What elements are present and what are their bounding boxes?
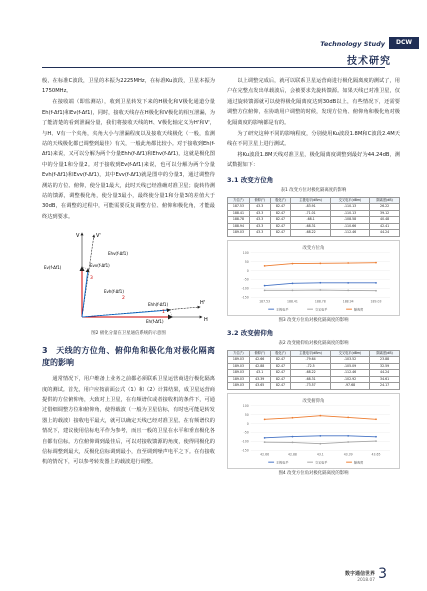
- y-tick-label: -150: [241, 295, 249, 300]
- y-tick-label: -50: [243, 277, 249, 282]
- ehh-vector: [82, 310, 170, 317]
- table-cell: 188.41: [228, 210, 250, 217]
- chart-title: 改变方位角: [302, 245, 325, 251]
- data-point: [264, 418, 266, 420]
- data-point: [375, 282, 377, 284]
- table-header-cell: 俯仰(°): [249, 197, 270, 204]
- table-cell: 42.88: [249, 363, 270, 370]
- table-cell: 32.59: [370, 363, 400, 370]
- paragraph: 在接收端（即监测站），收到卫星转发下来的H极化和V极化通道分量Eh(f-Δf1)和Ev(f-Δf1)，同时，接收天线存在H极化和V极化的相互泄漏，为了能清楚的看到泄漏分量，我们将接收天线的H、V极化轴定义为H'和V'，与H、V有一个夹角，夹角大小与泄漏程度以及接收天线极化（一般，监测站的天线极化都已调整到最佳）有关，一般此角都比较小。对于接收到Eh(f-Δf1)来说，又可以分解为两个分量Ehh(f-Δf1)和Ehv(f-Δf1)，这就是极化图中的分量1和分量2。对于接收到Ev(f-Δf1)来说，也可以分解为两个分量Evh(f-Δf1)和Evv(f-Δf1)，其中Evv(f-Δf1)就是图中的分量3，通过调整待测站的方位、俯仰，使分量1最大，此时天线已经准确对准卫星；旋转待测站的馈源，调整极化角，使分量3最小，最终使分量1和分量3的差值大于30dB，在调整的过程中，可能需要反复调整方位、俯仰和极化角，才能最终达到要求。: [42, 99, 215, 220]
- x-tick-label: 187.53: [259, 298, 271, 303]
- label-ehv: Ehv(f-Δf1): [108, 250, 128, 256]
- table-cell: 82.47: [270, 217, 291, 224]
- x-tick-label: 43.65: [371, 451, 381, 456]
- page-number: 3: [378, 566, 387, 582]
- data-point: [347, 289, 349, 291]
- figure-caption: 图2 极化分量在卫星通信系统的示意图: [91, 331, 166, 337]
- data-point: [264, 441, 266, 443]
- label-component-1: 1: [162, 309, 165, 315]
- table-cell: 189.03: [228, 376, 250, 383]
- x-tick-label: 42.66: [260, 451, 270, 456]
- data-point: [319, 443, 321, 445]
- subsection-heading: 3.2 改变俯仰角: [227, 328, 274, 337]
- table-cell: -79.64: [291, 357, 330, 364]
- table-header-cell: 俯仰(°): [249, 350, 270, 357]
- table-cell: 82.47: [270, 210, 291, 217]
- table-cell: -68.31: [291, 376, 330, 383]
- x-tick-label: 188.78: [314, 298, 326, 303]
- paragraph: 为了研究这种不同的影响程度，分别使用Ku波段1.8M和C波段2.4M天线在不同卫星上进行测试。: [227, 130, 400, 147]
- table-cell: 82.47: [270, 376, 291, 383]
- data-point: [292, 417, 294, 419]
- table-cell: 189.03: [228, 357, 250, 364]
- table-cell: 43.3: [249, 230, 270, 237]
- table-cell: 43.3: [249, 204, 270, 211]
- data-point: [292, 289, 294, 291]
- legend-label: 交叉电平: [314, 306, 328, 311]
- table-cell: -68.22: [291, 230, 330, 237]
- table-caption: 表2 改变俯仰角对极化隔离度的影响: [278, 340, 349, 346]
- figure-caption: 图4 改变方位角对极化隔离度的影响: [278, 470, 349, 476]
- x-tick-label: 42.88: [288, 451, 297, 456]
- label-ev: Ev(f-Δf1): [44, 264, 62, 270]
- data-point: [292, 282, 294, 284]
- data-point: [347, 262, 349, 264]
- y-tick-label: 50: [244, 412, 249, 417]
- paragraph: 以上调整完成后，就可以联系卫星运营商进行极化隔离度的测试了，用户在完整点发出单载波后，会被要求先旋转馈源。如果天线已对准卫星，仅通过旋转馈源就可以使得极化隔离度达到30dB以上，有些情况下，还需要调整方位俯仰，在协助用户调整的时候，发现方位角、俯仰角和极化角对极化隔离度的影响都是有的。: [227, 78, 400, 126]
- left-column: [42, 76, 215, 468]
- polarization-diagram: [42, 227, 215, 325]
- data-point: [319, 435, 321, 437]
- table-cell: -110.13: [330, 210, 369, 217]
- table-cell: 82.47: [270, 223, 291, 230]
- table-header-cell: 极化(°): [270, 350, 291, 357]
- data-point: [347, 282, 349, 284]
- table-cell: -97.68: [330, 383, 369, 390]
- data-point: [319, 289, 321, 291]
- table-header-cell: 方位(°): [228, 350, 250, 357]
- table-cell: 82.47: [270, 204, 291, 211]
- data-point: [264, 289, 266, 291]
- footer-date: 2018.07: [357, 578, 375, 583]
- legend-label: 主极电平: [276, 459, 289, 464]
- table-cell: 82.47: [270, 230, 291, 237]
- legend-label: 主极电平: [276, 306, 289, 311]
- y-tick-label: 100: [242, 403, 249, 408]
- table-cell: -72.5: [291, 363, 330, 370]
- legend-label: 隔离度: [353, 306, 364, 311]
- data-point: [319, 282, 321, 284]
- header-rule: [42, 67, 385, 68]
- x-tick-label: 189.03: [370, 298, 382, 303]
- table-cell: 82.47: [270, 383, 291, 390]
- data-point: [375, 436, 377, 438]
- header-section-en: Technology Study: [320, 40, 385, 48]
- table-cell: -112.46: [330, 370, 369, 377]
- paragraph: 将Ku波段1.8M天线对准卫星，极化隔离度调整到最好为44.24dB，测试数据如下：: [227, 151, 400, 169]
- table-header-cell: 主极电平(dBm): [291, 197, 330, 204]
- table-cell: -108.58: [330, 217, 369, 224]
- section-heading: 3 天线的方位角、俯仰角和极化角对极化隔离度的影响: [42, 346, 215, 368]
- y-tick-label: -100: [241, 439, 249, 444]
- table-cell: -102.92: [330, 376, 369, 383]
- data-point: [319, 262, 321, 264]
- paragraph: 通常情况下，用户维备上业务之前都必须联系卫星运营商进行极化隔离度的测试。首先，用户应按前面公式（1）和（2）计算结果，成卫星运营商提供的方位俯仰角，大致对上卫星，在有频谱仪或者接收机的条件下，可通过借细调整方位和俯仰角，使得载波（一般为卫星信标，有时也可能是转发器上的载波）接收电平最大，就可以确定天线已经对准卫星。在有频谱仪的情况下，建议使用信标电平作为参考，而且一般的卫星在水平和垂直极化各自都有信标。方位俯仰调到最佳后，可以对接收馈源的角度，使得同极化的信标调整到最大，反极化信标调到最小，直至调到噪声电平之下。在有接收机的情况下，可以参考转发器上的载波进行调整。: [42, 376, 215, 466]
- table-cell: 82.47: [270, 357, 291, 364]
- table-cell: 43.3: [249, 217, 270, 224]
- table-row: [228, 383, 400, 390]
- data-point: [347, 416, 349, 418]
- table-cell: 43.3: [249, 223, 270, 230]
- label-v-prime: V': [96, 232, 101, 239]
- label-v: V: [76, 232, 80, 239]
- table-cell: -71.01: [291, 210, 330, 217]
- table-cell: 43.1: [249, 370, 270, 377]
- label-evv: Evv(f-Δf1): [90, 262, 110, 268]
- figure-caption: 图3 改变方位角对极化隔离度的影响: [278, 317, 349, 323]
- table-cell: -73.57: [291, 383, 330, 390]
- label-h-prime: H': [200, 299, 206, 306]
- table-row: [228, 230, 400, 237]
- legend-label: 隔离度: [353, 459, 364, 464]
- table-cell: -83.91: [291, 204, 330, 211]
- table-cell: 189.03: [228, 370, 250, 377]
- x-tick-label: 188.94: [342, 298, 354, 303]
- y-tick-label: -150: [241, 448, 249, 453]
- table-cell: 82.47: [270, 363, 291, 370]
- table-cell: 26.22: [370, 204, 400, 211]
- page-header: [0, 0, 427, 72]
- data-point: [264, 265, 266, 267]
- table-header-cell: 交叉电平(dBm): [330, 197, 369, 204]
- legend-label: 交叉电平: [314, 459, 328, 464]
- table-cell: 189.03: [228, 383, 250, 390]
- table-caption: 表1 改变方位对极化隔离度的影响: [280, 187, 347, 193]
- table-cell: 43.3: [249, 210, 270, 217]
- table-cell: -110.66: [330, 223, 369, 230]
- elevation-table: [227, 350, 400, 390]
- table-header-cell: 隔离度(dB): [370, 197, 400, 204]
- table-cell: 188.94: [228, 223, 250, 230]
- elevation-chart: [227, 393, 400, 469]
- data-point: [292, 262, 294, 264]
- table-cell: -112.46: [330, 230, 369, 237]
- table-cell: 189.03: [228, 230, 250, 237]
- y-tick-label: 0: [246, 268, 249, 273]
- label-h: H: [204, 316, 208, 323]
- paragraph: 般，在标准C波段，卫星的本振为2225MHz，在标准Ku波段，卫星本振为1750MHz。: [42, 78, 215, 95]
- table-header-cell: 主极电平(dBm): [291, 350, 330, 357]
- table-cell: 44.24: [370, 230, 400, 237]
- subsection-heading: 3.1 改变方位角: [227, 175, 274, 184]
- table-cell: 23.88: [370, 357, 400, 364]
- table-cell: -105.09: [330, 363, 369, 370]
- label-ehh: Ehh(f-Δf1): [148, 301, 169, 307]
- table-cell: 42.66: [249, 357, 270, 364]
- label-component-2: 2: [122, 295, 125, 301]
- data-point: [375, 440, 377, 442]
- data-point: [347, 441, 349, 443]
- table-cell: 42.41: [370, 223, 400, 230]
- data-point: [292, 435, 294, 437]
- label-eh: Eh(f-Δf1): [146, 318, 164, 324]
- table-cell: 24.17: [370, 383, 400, 390]
- x-tick-label: 43.39: [343, 451, 353, 456]
- table-cell: 43.65: [249, 383, 270, 390]
- table-header-cell: 极化(°): [270, 197, 291, 204]
- table-cell: 82.47: [270, 370, 291, 377]
- y-tick-label: 100: [242, 250, 249, 255]
- chart-title: 改变俯仰角: [302, 398, 325, 404]
- table-cell: 188.78: [228, 217, 250, 224]
- table-cell: -110.13: [330, 204, 369, 211]
- data-point: [292, 441, 294, 443]
- evv-vector: [82, 269, 88, 317]
- azimuth-chart: [227, 240, 400, 316]
- table-cell: -68.1: [291, 217, 330, 224]
- data-point: [375, 418, 377, 420]
- y-tick-label: -100: [241, 286, 249, 291]
- table-cell: 34.61: [370, 376, 400, 383]
- y-tick-label: -50: [243, 430, 249, 435]
- table-cell: 39.12: [370, 210, 400, 217]
- table-cell: 44.24: [370, 370, 400, 377]
- table-cell: -68.22: [291, 370, 330, 377]
- label-evh: Evh(f-Δf1): [104, 288, 124, 294]
- table-cell: 40.48: [370, 217, 400, 224]
- projection-line: [82, 267, 88, 269]
- data-point: [375, 261, 377, 263]
- table-header-cell: 隔离度(dB): [370, 350, 400, 357]
- azimuth-table: [227, 197, 400, 237]
- data-point: [347, 435, 349, 437]
- table-cell: 187.53: [228, 204, 250, 211]
- table-cell: -68.31: [291, 223, 330, 230]
- label-component-3: 3: [90, 275, 93, 281]
- header-section-zh: 技术研究: [347, 56, 391, 67]
- data-point: [375, 290, 377, 292]
- table-cell: 43.39: [249, 376, 270, 383]
- x-tick-label: 188.41: [287, 298, 298, 303]
- data-point: [264, 284, 266, 286]
- table-cell: -103.52: [330, 357, 369, 364]
- x-tick-label: 43.1: [316, 451, 324, 456]
- table-header-cell: 交叉电平(dBm): [330, 350, 369, 357]
- table-header-cell: 方位(°): [228, 197, 250, 204]
- right-column: [227, 76, 400, 480]
- y-tick-label: 50: [244, 259, 249, 264]
- table-cell: 189.03: [228, 363, 250, 370]
- page-footer: [0, 564, 427, 591]
- dcw-logo: DCW: [389, 37, 419, 49]
- projection-line: [170, 310, 172, 317]
- data-point: [264, 437, 266, 439]
- data-point: [319, 414, 321, 416]
- y-tick-label: 0: [246, 421, 249, 426]
- footer-magazine: 数字通信世界: [344, 571, 375, 577]
